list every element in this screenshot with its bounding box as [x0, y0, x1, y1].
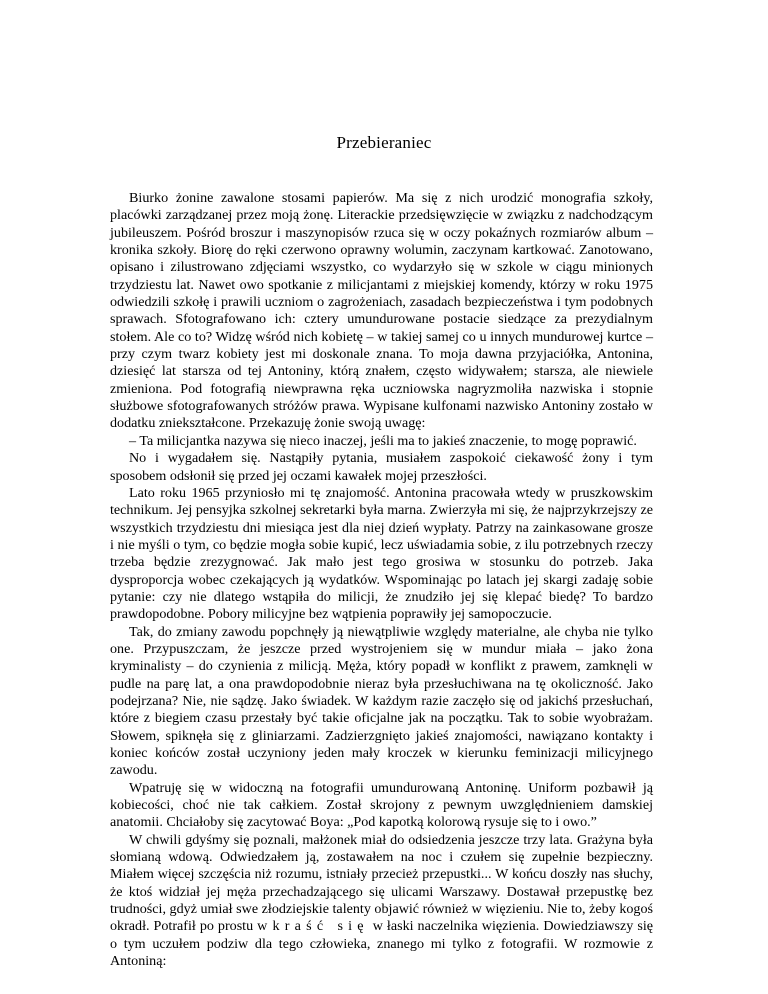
paragraph: Lato roku 1965 przyniosło mi tę znajomość. Antonina pracowała wtedy w pruszkowskim technikum. Jej pensyjka szkolnej sekretarki była marna. Zwierzyła mi się, że najprzykrzejszy ze wszystkich trzydziestu dni miesiąca jest dla niej dzień wypłaty. Patrzy na zainkasowane grosze i nie myśli o tym, co będzie mogła sobie kupić, lecz uświadamia sobie, z ilu potrzebnych rzeczy trzeba będzie zrezygnować. Jak mało jest tego grosiwa w stosunku do potrzeb. Jaka dysproporcja wobec czekających ją wydatków. Wspominając po latach jej skargi zadaję sobie pytanie: czy nie dlatego wstąpiła do milicji, że znudziło jej się klepać biedę? To bardzo prawdopodobne. Pobory milicyjne bez wątpienia poprawiły jej samopoczucie.	[110, 484, 653, 623]
paragraph: Tak, do zmiany zawodu popchnęły ją niewątpliwie względy materialne, ale chyba nie tylko one. Przypuszczam, że jeszcze przed wystrojeniem się w mundur miała – jako żona kryminalisty – do czynienia z milicją. Męża, który popadł w konflikt z prawem, zamknęli w pudle na parę lat, a ona prawdopodobnie nieraz była przesłuchiwana na tę okoliczność. Jako podejrzana? Nie, nie sądzę. Jako świadek. W każdym razie zaczęło się od jakichś przesłuchań, które z biegiem czasu przestały być takie oficjalne jak na początku. Tak to sobie wyobrażam. Słowem, spiknęła się z gliniarzami. Zadzierzgnięto jakieś znajomości, nawiązano kontakty i koniec końców został uczyniony jeden mały kroczek w kierunku feminizacji milicyjnego zawodu.	[110, 623, 653, 779]
dialogue-line: – Ta milicjantka nazywa się nieco inaczej, jeśli ma to jakieś znaczenie, to mogę poprawić.	[129, 432, 637, 449]
document-body	[110, 190, 653, 970]
paragraph: Biurko żonine zawalone stosami papierów. Ma się z nich urodzić monografia szkoły, placówki zarządzanej przez moją żonę. Literackie przedsięwzięcie w związku z nadchodzącym jubileuszem. Pośród broszur i maszynopisów rzuca się w oczy pokaźnych rozmiarów album – kronika szkoły. Biorę do ręki czerwono oprawny wolumin, zaczynam kartkować. Zanotowano, opisano i zilustrowano zdjęciami wszystko, co wydarzyło się w szkole w ciągu minionych trzydziestu lat. Nawet owo spotkanie z milicjantami z miejskiej komendy, którzy w roku 1975 odwiedzili szkołę i prawili uczniom o zagrożeniach, zasadach bezpieczeństwa i tym podobnych sprawach. Sfotografowano ich: cztery umundurowane postacie siedzące za prezydialnym stołem. Ale co to? Widzę wśród nich kobietę – w takiej samej co u innych mundurowej kurtce – przy czym twarz kobiety jest mi doskonale znana. To moja dawna przyjaciółka, Antonina, dziesięć lat starsza od tej Antoniny, którą znałem, często widywałem; starsza, ale niewiele zmieniona. Pod fotografią niewprawna ręka uczniowska nagryzmoliła nazwiska i stopnie służbowe sfotografowanych stróżów prawa. Wypisane kulfonami nazwisko Antoniny zostało w dodatku zniekształcone. Przekazuję żonie swoją uwagę:	[110, 190, 653, 432]
paragraph-text-after: w łaski naczelnika więzienia. Dowiedziawszy się o tym uczułem podziw dla tego człowieka, znanego mi tylko z fotografii. W rozmowie z Antoniną:	[110, 918, 653, 970]
spaced-emphasis: wkraść się	[257, 918, 369, 935]
paragraph-text-before: W chwili gdyśmy się poznali, małżonek miał do odsiedzenia jeszcze trzy lata. Grażyna była słomianą wdową. Odwiedzałem ją, zostawałem na noc i czułem się zupełnie bezpieczny. Miałem więcej szczęścia niż rozumu, istniały przecież przepustki... W końcu doszły nas słuchy, że ktoś widział jej męża przechadzającego się ulicami Warszawy. Dostawał przepustkę bez trudności, gdyż umiał swe złodziejskie talenty objawić również w więzieniu. Nie to, żeby kogoś okradł. Potrafił po prostu	[110, 831, 653, 935]
paragraph: No i wygadałem się. Nastąpiły pytania, musiałem zaspokoić ciekawość żony i tym sposobem odsłonił się przed jej oczami kawałek mojej przeszłości.	[110, 450, 653, 484]
paragraph: Wpatruję się w widoczną na fotografii umundurowaną Antoninę. Uniform pozbawił ją kobiecości, choć nie tak całkiem. Został skrojony z pewnym uwzględnieniem damskiej anatomii. Chciałoby się zacytować Boya: „Pod kapotką kolorową rysuje się to i owo.”	[110, 779, 653, 831]
document-title: Przebieraniec	[336, 133, 432, 152]
paragraph	[110, 832, 653, 971]
